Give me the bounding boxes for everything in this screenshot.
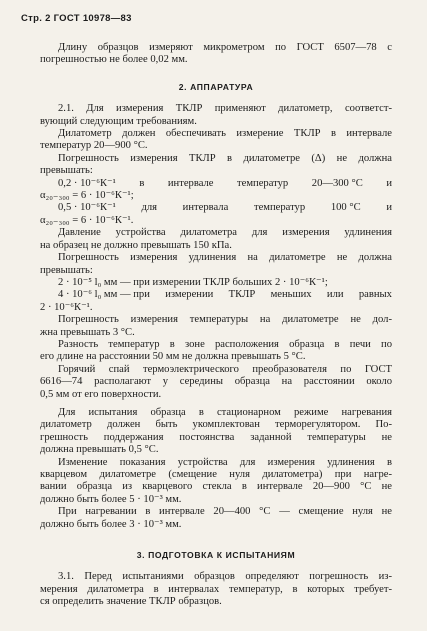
- section-3-title: 3. ПОДГОТОВКА К ИСПЫТАНИЯМ: [136, 550, 296, 561]
- error-spec-2-value: 0,5 · 10⁻⁶К⁻¹: [58, 202, 116, 214]
- elongation-spec-2-word: ТКЛР: [228, 289, 256, 301]
- junction-line-1: Горячий спай термоэлектрического преобразователя по ГОСТ: [58, 363, 392, 375]
- elongation-spec-2-word: меньших: [270, 289, 312, 301]
- error-line-2: превышать:: [40, 165, 93, 177]
- error-spec-2-word: интервала: [182, 202, 229, 214]
- pressure-line-1: Давление устройства дилатометра для измерения удлинения: [58, 227, 392, 239]
- stationary-line-2: дилатометр должен быть укомплектован терморегулятором. По-: [40, 419, 392, 431]
- stationary-line-4: должна превышать 0,5 °С.: [40, 444, 159, 456]
- elongation-spec-2: [40, 289, 392, 301]
- error-spec-2-range: 100 °С: [330, 202, 361, 214]
- quartz-line-1: Изменение показания устройства для измерения удлинения в: [58, 456, 392, 468]
- error-spec-1-word: температур: [237, 177, 289, 189]
- stationary-line-1: Для испытания образца в стационарном режиме нагревания: [58, 406, 392, 418]
- page-header: Стр. 2 ГОСТ 10978—83: [21, 13, 132, 24]
- error-spec-1-word: интервале: [167, 177, 214, 189]
- error-spec-1b: α₂₀₋₃₀₀ = 6 · 10⁻⁶К⁻¹;: [40, 190, 134, 202]
- elongation-spec-2-word: равных: [358, 289, 392, 301]
- temp-diff-line-1: Разность температур в зоне расположения образца в печи по: [58, 338, 392, 350]
- temp-diff-line-2: его длине на расстоянии 50 мм не должна превышать 5 °С.: [40, 351, 306, 363]
- elongation-spec-2b: 2 · 10⁻⁶К⁻¹.: [40, 301, 93, 313]
- elongation-line-2: превышать:: [40, 264, 93, 276]
- page-content: [40, 42, 392, 609]
- section-2-title: 2. АППАРАТУРА: [178, 81, 254, 92]
- error-spec-1: [40, 178, 392, 190]
- error-line-1: Погрешность измерения ТКЛР в дилатометре (Δ) не должна: [58, 152, 392, 164]
- quartz-line-4: должно быть более 5 · 10⁻³ мм.: [40, 493, 182, 505]
- error-spec-2-word: для: [141, 202, 157, 214]
- error-spec-2: [40, 202, 392, 214]
- error-spec-1-value: 0,2 · 10⁻⁶К⁻¹: [58, 177, 116, 189]
- elongation-line-1: Погрешность измерения удлинения на дилатометре не должна: [58, 252, 392, 264]
- heating-line-1: При нагревании в интервале 20—400 °С — смещение нуля не: [58, 506, 392, 518]
- junction-line-3: 0,5 мм от его поверхности.: [40, 388, 162, 400]
- error-spec-2-word: и: [386, 202, 392, 214]
- elongation-spec-2-word: или: [326, 289, 344, 301]
- elongation-spec-1: 2 · 10⁻⁵ l₀ мм — при измерении ТКЛР больших 2 · 10⁻⁶К⁻¹;: [58, 276, 328, 288]
- temp-error-line-2: жна превышать 3 °С.: [40, 326, 135, 338]
- error-spec-1-word: и: [386, 177, 392, 189]
- quartz-line-2: кварцевом дилатометре (смещение нуля дилатометра) при нагре-: [40, 469, 392, 480]
- error-spec-1-range: 20—300 °С: [311, 177, 363, 189]
- dilatometer-line-2: температур 20—900 °С.: [40, 140, 148, 152]
- intro-line-1: Длину образцов измеряют микрометром по ГОСТ 6507—78 с: [58, 42, 392, 53]
- dilatometer-line-1: Дилатометр должен обеспечивать измерение ТКЛР в интервале: [58, 128, 392, 140]
- p31-line-3: ся определить значение ТКЛР образцов.: [40, 596, 222, 608]
- error-spec-2b: α₂₀₋₃₀₀ = 6 · 10⁻⁶К⁻¹.: [40, 214, 134, 226]
- elongation-spec-2-word: измерении: [165, 289, 214, 301]
- temp-error-line-1: Погрешность измерения температуры на дилатометре не дол-: [58, 314, 392, 326]
- p21-line-1: 2.1. Для измерения ТКЛР применяют дилатометр, соответст-: [58, 103, 392, 115]
- p31-line-2: мерения дилатометра в интервалах температур, в которых требует-: [40, 583, 392, 595]
- stationary-line-3: грешность поддержания постоянства заданной температуры не: [40, 431, 392, 443]
- quartz-line-3: вании образца из кварцевого стекла в интервале 20—900 °С не: [40, 481, 392, 493]
- heating-line-2: должно быть более 3 · 10⁻³ мм.: [40, 518, 182, 530]
- elongation-spec-2-value: 4 · 10⁻⁶ l₀ мм — при: [58, 289, 150, 301]
- p31-line-1: 3.1. Перед испытаниями образцов определяют погрешность из-: [58, 571, 392, 583]
- pressure-line-2: на образец не должно превышать 150 кПа.: [40, 239, 232, 251]
- error-spec-1-word: в: [139, 177, 145, 189]
- junction-line-2: 6616—74 располагают у середины образца на расстоянии около: [40, 376, 392, 388]
- p21-line-2: вующий следующим требованиям.: [40, 115, 197, 127]
- error-spec-2-word: температур: [253, 202, 306, 214]
- intro-line-2: погрешностью не более 0,02 мм.: [40, 54, 188, 66]
